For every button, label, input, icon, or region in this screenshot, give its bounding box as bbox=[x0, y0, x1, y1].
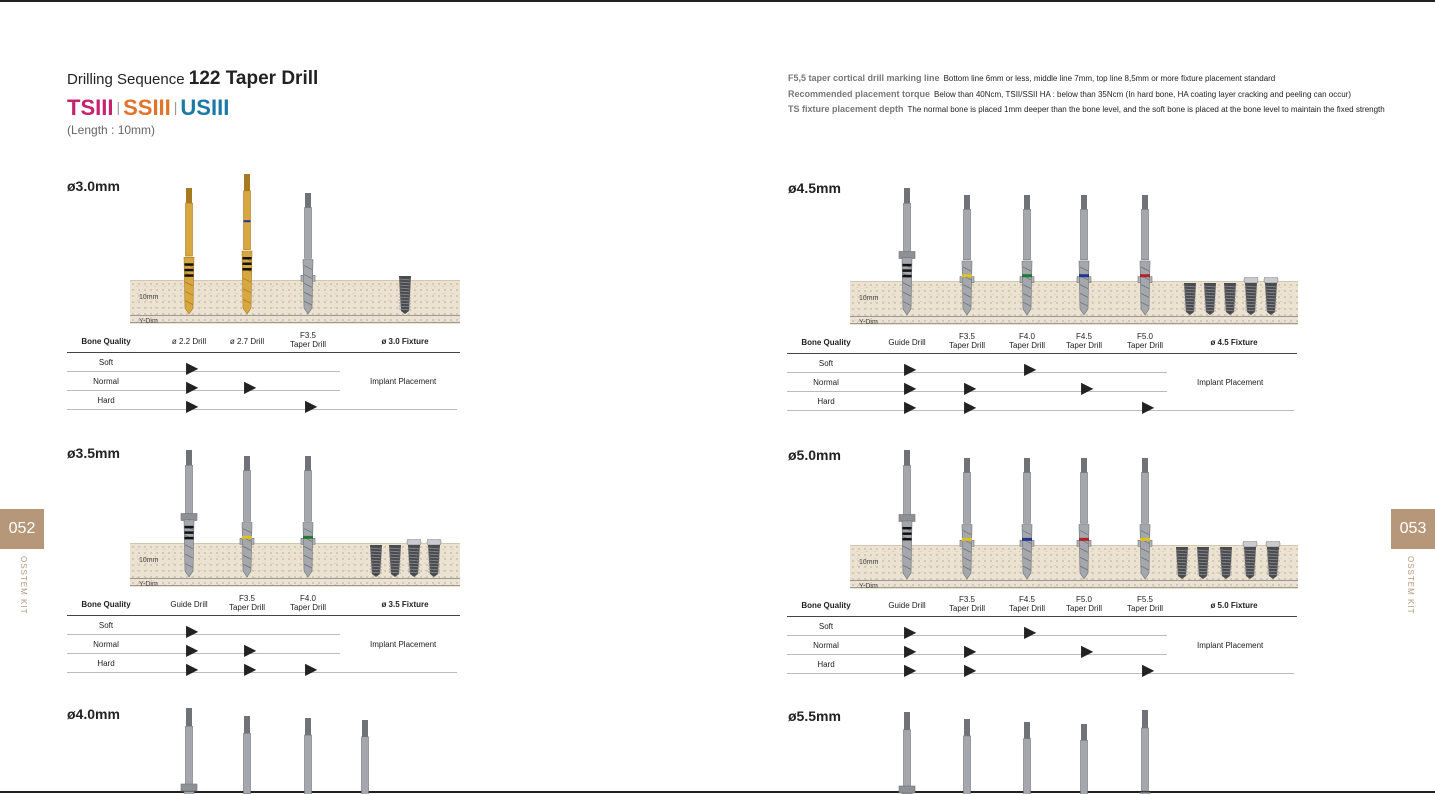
arrow-normal-1: ▶ bbox=[964, 643, 977, 660]
arrow-hard-4: ▶ bbox=[1142, 399, 1155, 416]
ydim-label: Y-Dim bbox=[859, 319, 878, 326]
bone-quality-header: Bone Quality bbox=[801, 338, 851, 347]
drill-d50-0 bbox=[895, 450, 919, 579]
row-soft-d45 bbox=[787, 354, 1167, 373]
implant-placement-d50: Implant Placement bbox=[1197, 641, 1264, 650]
row-label-soft: Soft bbox=[98, 358, 114, 367]
fixture-header: ø 4.5 Fixture bbox=[1210, 338, 1258, 347]
fixture-d35-2 bbox=[406, 539, 422, 577]
fixture-d50-2 bbox=[1218, 547, 1234, 579]
drill-d30-1 bbox=[235, 174, 259, 314]
y-dim-line bbox=[130, 578, 460, 579]
row-hard-d30 bbox=[67, 391, 457, 410]
drill-d45-1 bbox=[955, 195, 979, 315]
arrow-normal-0: ▶ bbox=[186, 379, 199, 396]
section-title-d45: ø4.5mm bbox=[788, 180, 841, 196]
arrow-hard-0: ▶ bbox=[904, 399, 917, 416]
tool-header-0: Guide Drill bbox=[888, 601, 926, 610]
top-rule bbox=[0, 0, 1435, 2]
note-marking-line: F5,5 taper cortical drill marking line Bottom line 6mm or less, middle line 7mm, top line 8,5mm or more fixture placement standard bbox=[788, 73, 1276, 83]
ydim-label: Y-Dim bbox=[139, 318, 158, 325]
arrow-hard-2: ▶ bbox=[305, 661, 318, 678]
brand-tsiii: TSIII bbox=[67, 95, 114, 120]
fixture-d45-4 bbox=[1263, 277, 1279, 315]
base-line bbox=[850, 323, 1298, 324]
drill-d55-0 bbox=[895, 712, 919, 794]
fixture-d50-1 bbox=[1195, 547, 1211, 579]
row-soft-d30 bbox=[67, 353, 340, 372]
implant-placement-d45: Implant Placement bbox=[1197, 378, 1264, 387]
arrow-hard-4: ▶ bbox=[1142, 662, 1155, 679]
title-main: 122 Taper Drill bbox=[188, 68, 319, 89]
arrow-soft-0: ▶ bbox=[904, 624, 917, 641]
table-header-d45 bbox=[787, 332, 1297, 354]
bone-quality-header: Bone Quality bbox=[801, 601, 851, 610]
fixture-d50-4 bbox=[1265, 541, 1281, 579]
depth-label: 10mm bbox=[859, 559, 879, 566]
base-line bbox=[850, 587, 1298, 588]
arrow-soft-0: ▶ bbox=[186, 623, 199, 640]
note-torque: Recommended placement torque Below than 40Ncm, TSII/SSII HA : below than 35Ncm (In hard bone, HA coating layer cracking and peeling can occur) bbox=[788, 88, 1351, 99]
section-title-d30: ø3.0mm bbox=[67, 178, 120, 194]
row-label-hard: Hard bbox=[97, 659, 115, 668]
arrow-hard-2: ▶ bbox=[305, 398, 318, 415]
section-title-d50: ø5.0mm bbox=[788, 447, 841, 463]
length-label: (Length : 10mm) bbox=[67, 123, 156, 137]
arrow-hard-0: ▶ bbox=[904, 662, 917, 679]
tool-header-1: ø 2.7 Drill bbox=[229, 337, 265, 346]
note-depth: TS fixture placement depth The normal bone is placed 1mm deeper than the bone level, and the soft bone is placed at the bone level to maintain the fixed strength bbox=[788, 104, 1385, 114]
drill-d50-1 bbox=[955, 458, 979, 579]
y-dim-line bbox=[130, 315, 460, 316]
arrow-hard-0: ▶ bbox=[186, 661, 199, 678]
tool-header-2: F4.0 Taper Drill bbox=[289, 594, 326, 612]
tool-header-2: F4.0 Taper Drill bbox=[1008, 332, 1045, 350]
drill-d45-0 bbox=[895, 188, 919, 315]
tool-header-3: F5.0 Taper Drill bbox=[1065, 595, 1102, 613]
row-label-soft: Soft bbox=[98, 621, 114, 630]
table-header-d35 bbox=[67, 594, 460, 616]
drill-d40-2 bbox=[296, 718, 320, 794]
row-normal-d45 bbox=[787, 373, 1167, 392]
bottom-rule bbox=[0, 791, 1435, 793]
brand-usiii: USIII bbox=[180, 95, 230, 120]
arrow-hard-1: ▶ bbox=[964, 399, 977, 416]
tool-header-2: F3.5 Taper Drill bbox=[289, 331, 326, 349]
tool-header-1: F3.5 Taper Drill bbox=[228, 594, 265, 612]
brand-ssiii: SSIII bbox=[123, 95, 171, 120]
drill-d55-3 bbox=[1072, 724, 1096, 794]
brand-list: TSIII | SSIII | USIII bbox=[67, 95, 230, 120]
drill-d30-0 bbox=[177, 188, 201, 314]
fixture-header: ø 3.0 Fixture bbox=[381, 337, 429, 346]
fixture-d45-1 bbox=[1202, 283, 1218, 315]
drill-d40-1 bbox=[235, 716, 259, 794]
bone-quality-header: Bone Quality bbox=[81, 337, 131, 346]
drill-d45-4 bbox=[1133, 195, 1157, 315]
fixture-d35-0 bbox=[368, 545, 384, 577]
arrow-soft-0: ▶ bbox=[186, 360, 199, 377]
row-label-soft: Soft bbox=[818, 359, 834, 368]
arrow-hard-0: ▶ bbox=[186, 398, 199, 415]
arrow-normal-3: ▶ bbox=[1081, 643, 1094, 660]
arrow-soft-2: ▶ bbox=[1024, 624, 1037, 641]
fixture-d45-2 bbox=[1222, 283, 1238, 315]
fixture-header: ø 5.0 Fixture bbox=[1210, 601, 1258, 610]
section-title-d55: ø5.5mm bbox=[788, 708, 841, 724]
row-label-normal: Normal bbox=[813, 378, 839, 387]
drill-d45-3 bbox=[1072, 195, 1096, 315]
fixture-d30-0 bbox=[397, 276, 413, 314]
drill-d50-3 bbox=[1072, 458, 1096, 579]
title-prefix: Drilling Sequence bbox=[67, 71, 185, 88]
arrow-normal-0: ▶ bbox=[904, 643, 917, 660]
arrow-normal-1: ▶ bbox=[244, 642, 257, 659]
drill-d55-1 bbox=[955, 719, 979, 794]
page-title bbox=[67, 68, 318, 90]
row-soft-d35 bbox=[67, 616, 340, 635]
arrow-normal-3: ▶ bbox=[1081, 380, 1094, 397]
tool-header-0: Guide Drill bbox=[170, 600, 208, 609]
tool-header-0: ø 2.2 Drill bbox=[171, 337, 207, 346]
arrow-hard-1: ▶ bbox=[964, 662, 977, 679]
depth-label: 10mm bbox=[139, 557, 159, 564]
row-label-hard: Hard bbox=[817, 660, 835, 669]
row-label-hard: Hard bbox=[817, 397, 835, 406]
drill-d45-2 bbox=[1015, 195, 1039, 315]
table-header-d30 bbox=[67, 331, 460, 353]
tool-header-0: Guide Drill bbox=[888, 338, 926, 347]
implant-placement-d35: Implant Placement bbox=[370, 640, 437, 649]
row-hard-d45 bbox=[787, 392, 1294, 411]
tool-header-1: F3.5 Taper Drill bbox=[948, 595, 985, 613]
tool-header-4: F5.5 Taper Drill bbox=[1126, 595, 1163, 613]
drill-d35-1 bbox=[235, 456, 259, 577]
tool-header-1: F3.5 Taper Drill bbox=[948, 332, 985, 350]
side-label-left: OSSTEM KIT bbox=[19, 556, 28, 615]
row-normal-d50 bbox=[787, 636, 1167, 655]
row-label-normal: Normal bbox=[93, 640, 119, 649]
arrow-normal-1: ▶ bbox=[244, 379, 257, 396]
drill-d40-3 bbox=[353, 720, 377, 794]
row-hard-d35 bbox=[67, 654, 457, 673]
table-header-d50 bbox=[787, 595, 1297, 617]
fixture-d35-1 bbox=[387, 545, 403, 577]
fixture-d50-3 bbox=[1242, 541, 1258, 579]
page-number-left: 052 bbox=[0, 509, 44, 549]
drill-d55-2 bbox=[1015, 722, 1039, 794]
row-hard-d50 bbox=[787, 655, 1294, 674]
section-title-d40: ø4.0mm bbox=[67, 706, 120, 722]
row-normal-d30 bbox=[67, 372, 340, 391]
row-normal-d35 bbox=[67, 635, 340, 654]
row-soft-d50 bbox=[787, 617, 1167, 636]
row-label-soft: Soft bbox=[818, 622, 834, 631]
arrow-normal-0: ▶ bbox=[904, 380, 917, 397]
fixture-d35-3 bbox=[426, 539, 442, 577]
ydim-label: Y-Dim bbox=[859, 583, 878, 590]
base-line bbox=[130, 322, 460, 323]
page-number-right: 053 bbox=[1391, 509, 1435, 549]
depth-label: 10mm bbox=[859, 295, 879, 302]
y-dim-line bbox=[850, 316, 1298, 317]
side-label-right: OSSTEM KIT bbox=[1406, 556, 1415, 615]
drill-d35-0 bbox=[177, 450, 201, 577]
drill-d50-4 bbox=[1133, 458, 1157, 579]
y-dim-line bbox=[850, 580, 1298, 581]
section-title-d35: ø3.5mm bbox=[67, 445, 120, 461]
arrow-hard-1: ▶ bbox=[244, 661, 257, 678]
arrow-soft-0: ▶ bbox=[904, 361, 917, 378]
arrow-normal-0: ▶ bbox=[186, 642, 199, 659]
tool-header-4: F5.0 Taper Drill bbox=[1126, 332, 1163, 350]
row-label-normal: Normal bbox=[93, 377, 119, 386]
arrow-soft-2: ▶ bbox=[1024, 361, 1037, 378]
implant-placement-d30: Implant Placement bbox=[370, 377, 437, 386]
drill-d35-2 bbox=[296, 456, 320, 577]
ydim-label: Y-Dim bbox=[139, 581, 158, 588]
fixture-d45-3 bbox=[1243, 277, 1259, 315]
fixture-header: ø 3.5 Fixture bbox=[381, 600, 429, 609]
fixture-d50-0 bbox=[1174, 547, 1190, 579]
drill-d30-2 bbox=[296, 193, 320, 314]
fixture-d45-0 bbox=[1182, 283, 1198, 315]
tool-header-3: F4.5 Taper Drill bbox=[1065, 332, 1102, 350]
notes-block bbox=[788, 71, 1385, 118]
drill-d40-0 bbox=[177, 708, 201, 794]
drill-d55-4 bbox=[1133, 710, 1157, 794]
row-label-normal: Normal bbox=[813, 641, 839, 650]
row-label-hard: Hard bbox=[97, 396, 115, 405]
tool-header-2: F4.5 Taper Drill bbox=[1008, 595, 1045, 613]
arrow-normal-1: ▶ bbox=[964, 380, 977, 397]
base-line bbox=[130, 585, 460, 586]
bone-quality-header: Bone Quality bbox=[81, 600, 131, 609]
drill-d50-2 bbox=[1015, 458, 1039, 579]
depth-label: 10mm bbox=[139, 294, 159, 301]
